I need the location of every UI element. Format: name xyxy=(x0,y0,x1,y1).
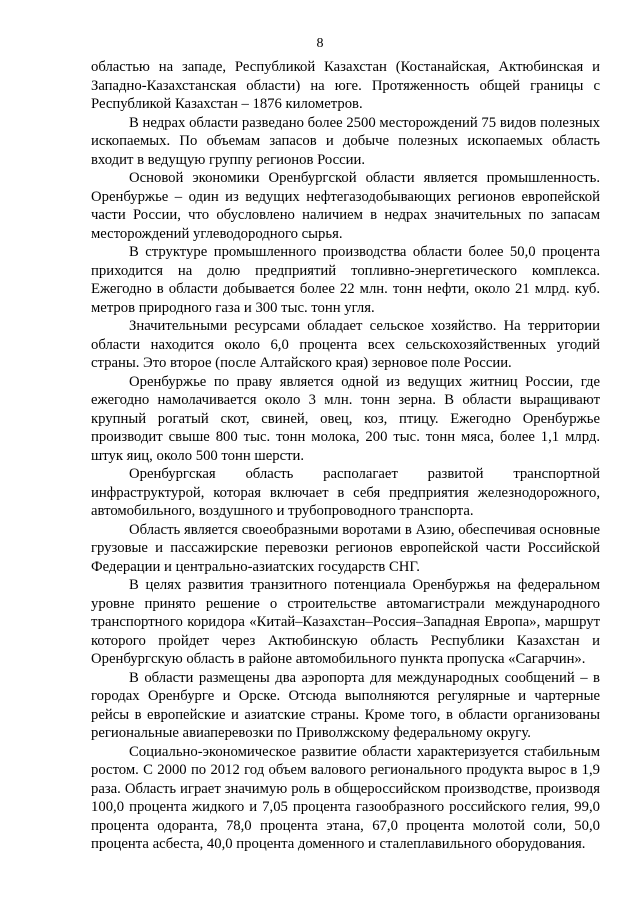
page-number: 8 xyxy=(316,36,324,51)
paragraph: В области размещены два аэропорта для международных сообщений – в городах Оренбурге и Орске. Отсюда выполняются регулярные и чартерные рейсы в европейские и азиатские страны. Кроме того, в области организованы региональные авиаперевозки по Приволжскому федеральному округу. xyxy=(91,669,600,741)
paragraph: областью на западе, Республикой Казахстан (Костанайская, Актюбинская и Западно-Казахстанская области) на юге. Протяженность общей границы с Республикой Казахстан – 1876 километров. xyxy=(91,59,600,112)
body-text xyxy=(91,58,600,854)
paragraph: В структуре промышленного производства области более 50,0 процента приходится на долю предприятий топливно-энергетического комплекса. Ежегодно в области добывается более 22 млн. тонн нефти, около 21 млрд. куб. метров природного газа и 300 тыс. тонн угля. xyxy=(91,244,600,316)
paragraph: В недрах области разведано более 2500 месторождений 75 видов полезных ископаемых. По объемам запасов и добыче полезных ископаемых область входит в ведущую группу регионов России. xyxy=(91,114,600,168)
paragraph: Оренбургская область располагает развитой транспортной инфраструктурой, которая включает в себя предприятия железнодорожного, автомобильного, воздушного и трубопроводного транспорта. xyxy=(91,466,600,519)
paragraph: Оренбуржье по праву является одной из ведущих житниц России, где ежегодно намолачивается около 3 млн. тонн зерна. В области выращивают крупный рогатый скот, свиней, овец, коз, птицу. Ежегодно Оренбуржье производит свыше 800 тыс. тонн молока, 200 тыс. тонн мяса, более 1,1 млрд. штук яиц, около 500 тонн шерсти. xyxy=(91,373,600,464)
paragraph: В целях развития транзитного потенциала Оренбуржья на федеральном уровне принято решение о строительстве автомагистрали международного транспортного коридора «Китай–Казахстан–Россия–Западная Европа», маршрут которого пройдет через Актюбинскую область Республики Казахстан и Оренбургскую область в районе автомобильного пункта пропуска «Сагарчин». xyxy=(91,577,600,667)
paragraph: Значительными ресурсами обладает сельское хозяйство. На территории области находится около 6,0 процента всех сельскохозяйственных угодий страны. Это второе (после Алтайского края) зерновое поле России. xyxy=(91,318,600,371)
paragraph: Область является своеобразными воротами в Азию, обеспечивая основные грузовые и пассажирские перевозки регионов европейской части Российской Федерации и центрально-азиатских государств СНГ. xyxy=(91,521,600,575)
paragraph: Социально-экономическое развитие области характеризуется стабильным ростом. С 2000 по 2012 год объем валового регионального продукта вырос в 1,9 раза. Область играет значимую роль в общероссийском производстве, производя 100,0 процента жидкого и 7,05 процента газообразного российского гелия, 99,0 процента одоранта, 78,0 процента этана, 67,0 процента молотой соли, 50,0 процента асбеста, 40,0 процента доменного и сталеплавильного оборудования. xyxy=(91,743,600,852)
paragraph: Основой экономики Оренбургской области является промышленность. Оренбуржье – один из ведущих нефтегазодобывающих регионов европейской части России, что обусловлено наличием в недрах значительных по запасам месторождений углеводородного сырья. xyxy=(91,170,600,242)
